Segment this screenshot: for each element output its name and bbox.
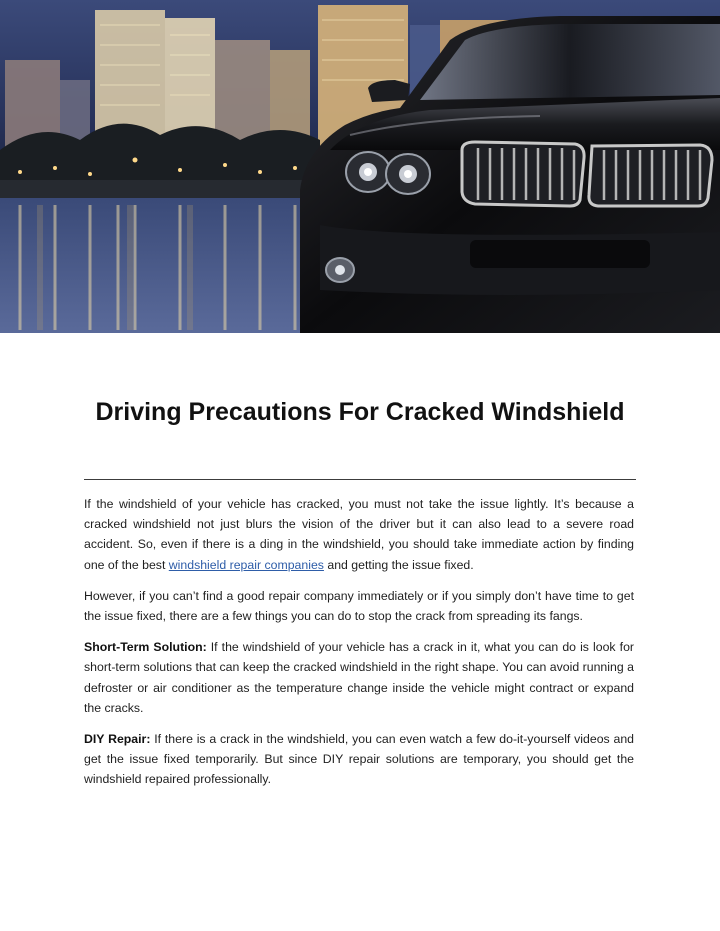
paragraph-diy — [84, 729, 634, 790]
article-title: Driving Precautions For Cracked Windshield — [95, 398, 625, 426]
diy-repair-heading: DIY Repair: — [84, 732, 151, 747]
title-divider — [84, 479, 636, 480]
paragraph-however: However, if you can’t find a good repair company immediately or if you simply don’t have time to get the issue fixed, there are a few things you can do to stop the crack from spreading its fangs. — [84, 588, 634, 624]
short-term-solution-heading: Short-Term Solution: — [84, 640, 207, 655]
city-night-car-illustration — [0, 0, 720, 333]
paragraph-intro-text-start: If the windshield of your vehicle has cracked, you must not take the issue lightly. It’s because a cracked windshield not just blurs the vision of the driver but it can also lead to a severe road accident. So, even if there is a ding in the windshield, you should take immediate action by finding one of the best — [84, 497, 634, 572]
diy-repair-text: If there is a crack in the windshield, you can even watch a few do-it-yourself videos and get the issue fixed temporarily. But since DIY repair solutions are temporary, you should get the windshield repaired professionally. — [84, 732, 635, 787]
paragraph-short-term — [84, 637, 634, 718]
paragraph-intro — [84, 494, 634, 575]
paragraph-intro-text-end: and getting the issue fixed. — [323, 557, 474, 572]
windshield-repair-companies-link[interactable]: windshield repair companies — [168, 557, 324, 572]
hero-image — [0, 0, 720, 333]
short-term-solution-text: If the windshield of your vehicle has a crack in it, what you can do is look for short-term solutions that can keep the cracked windshield in the right shape. You can avoid running a defroster or air conditioner as the temperature change inside the vehicle might contract or expand the cracks. — [84, 640, 634, 715]
article-body — [84, 494, 634, 801]
